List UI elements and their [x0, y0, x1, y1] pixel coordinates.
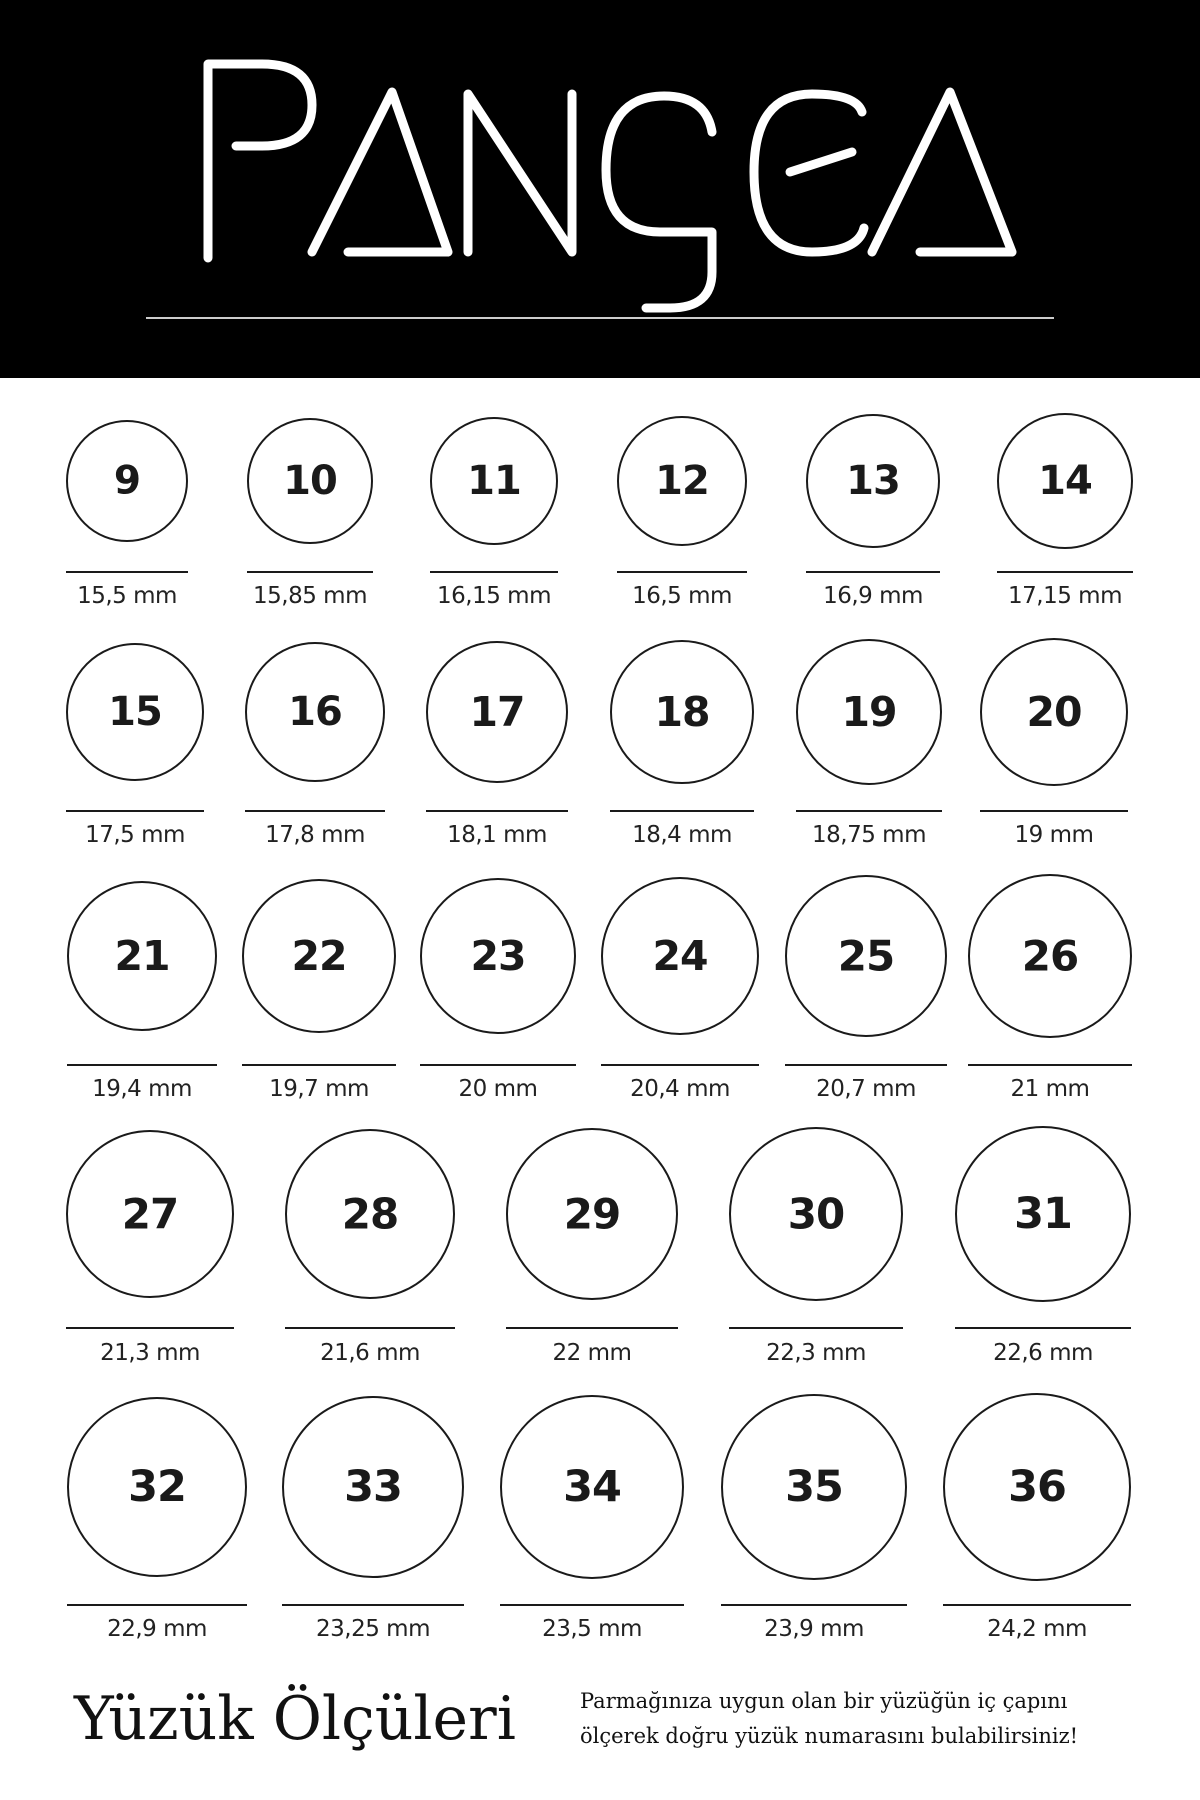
ring-diameter-label: 23,5 mm	[542, 1616, 642, 1642]
ring-size-number: 27	[121, 1189, 179, 1239]
ring-diameter-line	[500, 1604, 684, 1606]
ring-size-number: 16	[288, 689, 342, 735]
ring-size-circle	[426, 641, 568, 783]
footer-title: Yüzük Ölçüleri	[74, 1684, 516, 1754]
ring-diameter-label: 18,4 mm	[632, 822, 732, 848]
ring-size-number: 17	[469, 688, 525, 736]
ring-diameter-line	[721, 1604, 907, 1606]
ring-size-number: 35	[785, 1462, 843, 1512]
ring-diameter-line	[242, 1064, 396, 1066]
ring-size-number: 32	[128, 1462, 186, 1512]
ring-size-circle	[420, 878, 576, 1034]
ring-size-circle	[601, 877, 759, 1035]
ring-size-number: 22	[291, 932, 347, 980]
ring-size-circle	[500, 1395, 684, 1579]
ring-size-number: 18	[654, 688, 710, 736]
ring-size-number: 21	[114, 932, 170, 980]
ring-diameter-line	[980, 810, 1128, 812]
ring-size-circle	[282, 1396, 464, 1578]
ring-diameter-line	[785, 1064, 947, 1066]
ring-diameter-line	[997, 571, 1133, 573]
ring-diameter-label: 17,15 mm	[1008, 583, 1122, 609]
ring-diameter-label: 19,7 mm	[269, 1076, 369, 1102]
ring-diameter-label: 18,75 mm	[812, 822, 926, 848]
ring-diameter-line	[247, 571, 373, 573]
ring-diameter-label: 15,85 mm	[253, 583, 367, 609]
ring-size-circle	[285, 1129, 455, 1299]
ring-diameter-label: 21,6 mm	[320, 1340, 420, 1366]
ring-size-number: 25	[837, 931, 895, 981]
ring-diameter-label: 16,9 mm	[823, 583, 923, 609]
ring-diameter-line	[617, 571, 747, 573]
ring-diameter-line	[796, 810, 942, 812]
footer-note-line1: Parmağınıza uygun olan bir yüzüğün iç çapını	[580, 1689, 1068, 1713]
footer-note	[580, 1684, 1180, 1754]
ring-size-circle	[796, 639, 942, 785]
ring-size-circle	[617, 416, 747, 546]
ring-diameter-label: 15,5 mm	[77, 583, 177, 609]
ring-size-circle	[67, 1397, 247, 1577]
ring-diameter-line	[420, 1064, 576, 1066]
ring-size-number: 31	[1014, 1189, 1072, 1239]
ring-diameter-label: 21,3 mm	[100, 1340, 200, 1366]
ring-size-circle	[66, 1130, 234, 1298]
ring-diameter-line	[66, 1327, 234, 1329]
ring-size-number: 28	[341, 1189, 399, 1239]
ring-diameter-line	[968, 1064, 1132, 1066]
ring-diameter-line	[426, 810, 568, 812]
ring-size-number: 26	[1021, 931, 1079, 981]
ring-size-circle	[245, 642, 385, 782]
ring-diameter-label: 20,4 mm	[630, 1076, 730, 1102]
ring-diameter-label: 24,2 mm	[987, 1616, 1087, 1642]
ring-diameter-line	[66, 571, 188, 573]
ring-size-circle	[729, 1127, 903, 1301]
ring-size-circle	[66, 420, 188, 542]
ring-size-circle	[806, 414, 940, 548]
ring-diameter-line	[806, 571, 940, 573]
ring-diameter-line	[943, 1604, 1131, 1606]
ring-size-number: 24	[652, 932, 708, 980]
ring-size-number: 11	[467, 458, 521, 504]
ring-diameter-line	[955, 1327, 1131, 1329]
ring-diameter-label: 16,15 mm	[437, 583, 551, 609]
ring-diameter-line	[601, 1064, 759, 1066]
ring-diameter-label: 21 mm	[1010, 1076, 1090, 1102]
ring-size-circle	[66, 643, 204, 781]
ring-size-circle	[247, 418, 373, 544]
ring-size-number: 19	[841, 688, 897, 736]
ring-diameter-line	[67, 1064, 217, 1066]
ring-diameter-line	[506, 1327, 678, 1329]
ring-size-circle	[980, 638, 1128, 786]
ring-diameter-line	[285, 1327, 455, 1329]
ring-diameter-line	[67, 1604, 247, 1606]
ring-size-circle	[968, 874, 1132, 1038]
ring-diameter-label: 19,4 mm	[92, 1076, 192, 1102]
ring-size-number: 30	[787, 1189, 845, 1239]
ring-diameter-label: 19 mm	[1014, 822, 1094, 848]
ring-size-number: 23	[470, 932, 526, 980]
ring-size-number: 9	[113, 458, 141, 504]
ring-size-circle	[67, 881, 217, 1031]
ring-diameter-line	[66, 810, 204, 812]
ring-diameter-line	[282, 1604, 464, 1606]
footer-note-line2: ölçerek doğru yüzük numarasını bulabilirsiniz!	[580, 1724, 1079, 1748]
ring-size-number: 10	[283, 458, 337, 504]
ring-size-circle	[506, 1128, 678, 1300]
ring-diameter-label: 22,9 mm	[107, 1616, 207, 1642]
ring-diameter-label: 23,25 mm	[316, 1616, 430, 1642]
ring-size-circle	[242, 879, 396, 1033]
ring-diameter-line	[729, 1327, 903, 1329]
ring-size-number: 12	[655, 458, 709, 504]
ring-size-number: 36	[1008, 1462, 1066, 1512]
ring-diameter-label: 16,5 mm	[632, 583, 732, 609]
ring-size-number: 13	[846, 458, 900, 504]
ring-size-number: 33	[344, 1462, 402, 1512]
ring-diameter-line	[430, 571, 558, 573]
ring-size-circle	[430, 417, 558, 545]
ring-size-circle	[610, 640, 754, 784]
ring-size-circle	[943, 1393, 1131, 1581]
ring-size-circle	[997, 413, 1133, 549]
ring-size-number: 34	[563, 1462, 621, 1512]
ring-diameter-label: 20,7 mm	[816, 1076, 916, 1102]
ring-diameter-line	[610, 810, 754, 812]
ring-diameter-label: 17,8 mm	[265, 822, 365, 848]
ring-diameter-label: 22,6 mm	[993, 1340, 1093, 1366]
ring-diameter-label: 22 mm	[552, 1340, 632, 1366]
ring-size-number: 29	[563, 1189, 621, 1239]
ring-diameter-line	[245, 810, 385, 812]
ring-size-circle	[721, 1394, 907, 1580]
ring-size-number: 14	[1038, 458, 1092, 504]
ring-size-circle	[785, 875, 947, 1037]
ring-diameter-label: 23,9 mm	[764, 1616, 864, 1642]
ring-size-circle	[955, 1126, 1131, 1302]
ring-diameter-label: 20 mm	[458, 1076, 538, 1102]
ring-size-number: 20	[1026, 688, 1082, 736]
ring-diameter-label: 18,1 mm	[447, 822, 547, 848]
ring-diameter-label: 22,3 mm	[766, 1340, 866, 1366]
ring-size-number: 15	[108, 689, 162, 735]
ring-diameter-label: 17,5 mm	[85, 822, 185, 848]
